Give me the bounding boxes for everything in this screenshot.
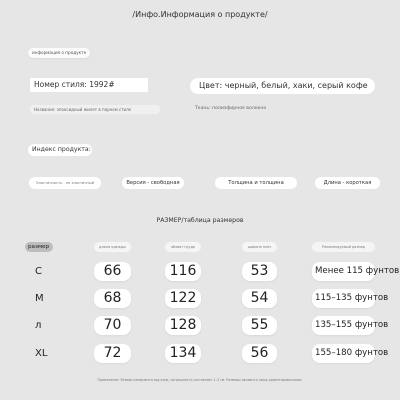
length-cell: 68 (94, 289, 131, 308)
shoulder-cell: 53 (242, 262, 277, 281)
colors-field: Цвет: черный, белый, хаки, серый кофе (190, 78, 375, 94)
recommend-cell: Менее 115 фунтов (312, 262, 375, 281)
recommend-cell: 115–135 фунтов (312, 289, 375, 308)
header-shoulder: ширина плеч (242, 242, 277, 252)
name-note: Название: эпоксидный жилет в парном стиле (30, 105, 160, 114)
table-row (25, 262, 400, 282)
size-label: XL (35, 348, 48, 359)
feature-elasticity: Эластичность - не эластичный (29, 177, 101, 189)
size-table-header (25, 242, 375, 254)
table-row (25, 316, 389, 336)
chest-cell: 134 (165, 344, 201, 363)
size-table-title: РАЗМЕР/таблица размеров (156, 217, 244, 224)
recommend-cell: 155–180 фунтов (312, 344, 375, 363)
shoulder-cell: 55 (242, 316, 277, 335)
shoulder-cell: 54 (242, 289, 277, 308)
header-length: длина одежды (94, 242, 131, 252)
chest-cell: 128 (165, 316, 201, 335)
length-cell: 66 (94, 262, 131, 281)
footnote: Примечание: Размер измеряется вручную, погрешность составляет 1–3 см. Размеры являются лишь ориентировочными. (97, 378, 303, 382)
feature-thickness: Толщина и толщина (215, 177, 297, 189)
size-label: М (35, 293, 44, 304)
length-cell: 70 (94, 316, 131, 335)
info-label: информация о продукте (28, 48, 90, 58)
table-row (25, 289, 389, 309)
size-label: л (35, 320, 42, 331)
length-cell: 72 (94, 344, 131, 363)
product-index-label: Индекс продукта: (28, 144, 92, 156)
feature-fit: Версия - свободная (122, 177, 184, 189)
page-title: /Инфо.Информация о продукте/ (132, 10, 268, 19)
header-recommend: Рекомендуемый размер (312, 242, 375, 252)
table-row (25, 344, 389, 364)
header-chest: обхват груди (165, 242, 201, 252)
recommend-cell: 135–155 фунтов (312, 316, 375, 335)
chest-cell: 116 (165, 262, 201, 281)
fabric-field: Ткань: полиэфирное волокно (195, 106, 267, 111)
header-size: размер (25, 242, 53, 252)
shoulder-cell: 56 (242, 344, 277, 363)
size-label: С (35, 266, 42, 277)
chest-cell: 122 (165, 289, 201, 308)
style-number: Номер стиля: 1992# (30, 78, 148, 92)
feature-length: Длина - короткая (315, 177, 380, 189)
